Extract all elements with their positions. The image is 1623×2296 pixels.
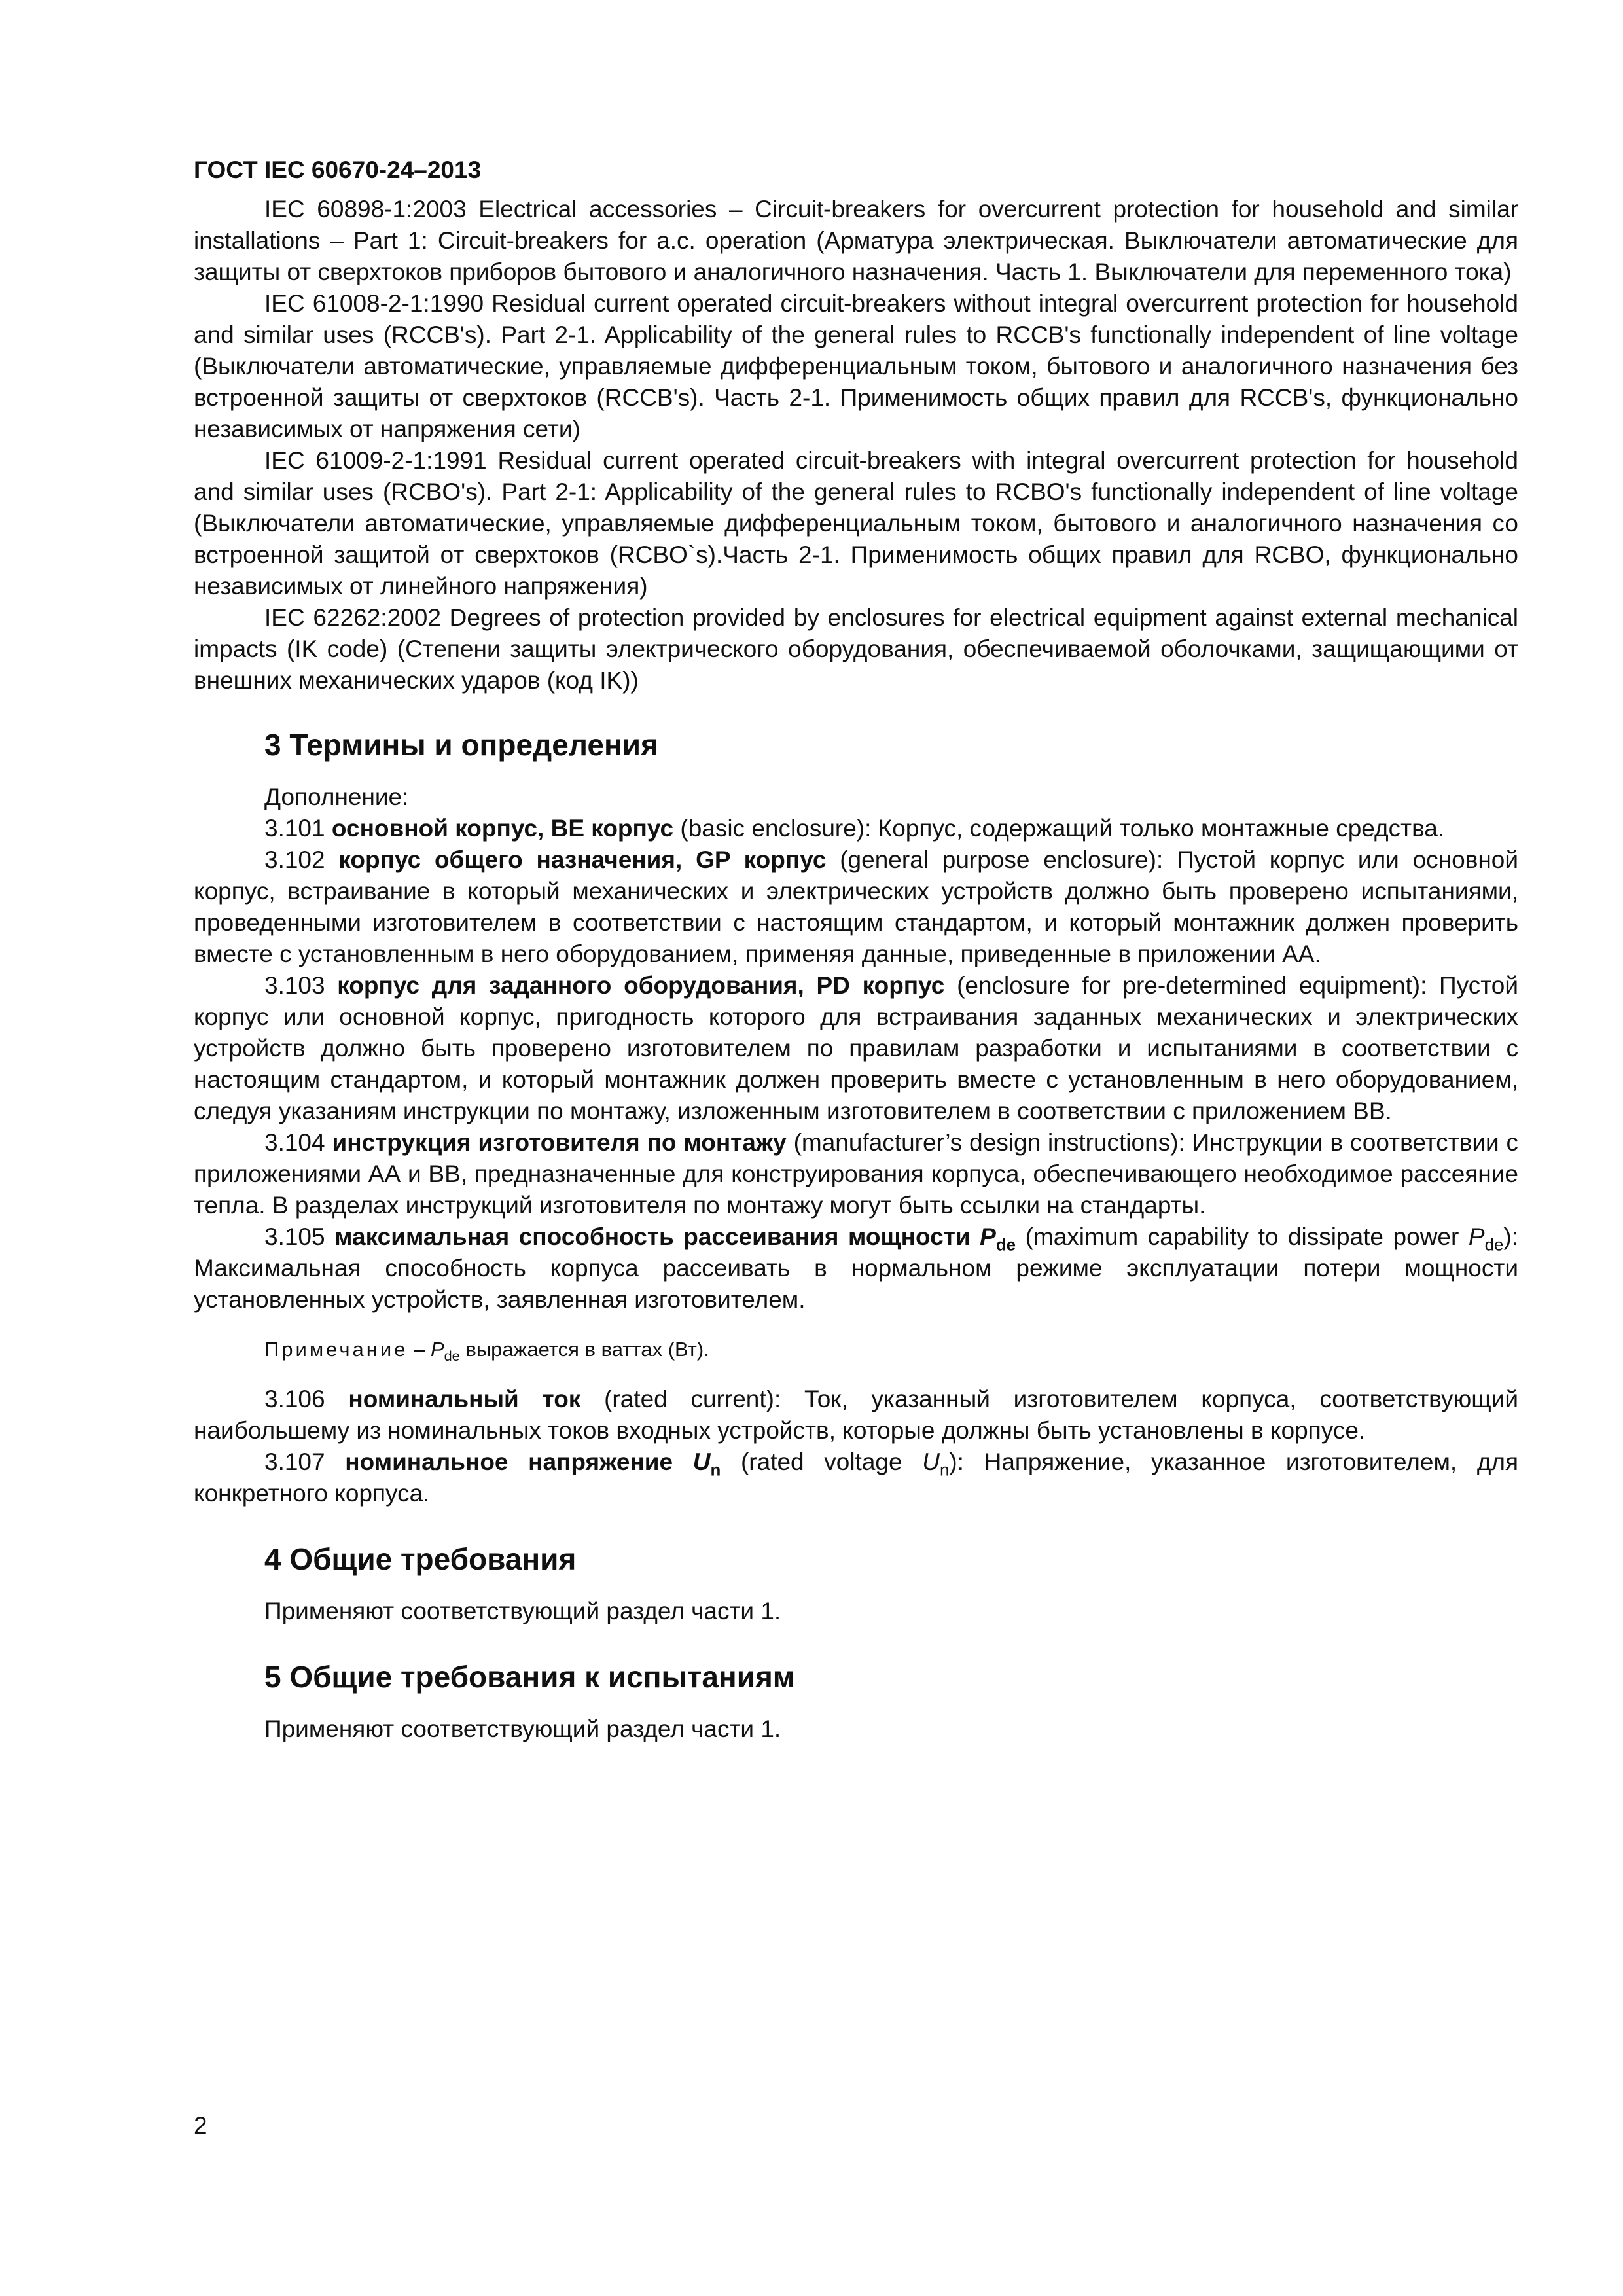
term-number: 3.106 — [264, 1386, 325, 1412]
section-5-title: 5 Общие требования к испытаниям — [264, 1660, 795, 1694]
term-symbol: $U_n$ — [692, 1448, 721, 1480]
term-definition: (manufacturer’s design instructions): Инструкции в соответствии с приложениями АА и ВВ, предназначенные для конструирования корпуса, обеспечивающего необходимое рассеяние тепла. В разделах инструкций изготовителя по монтажу могут быть ссылки на стандарты. — [194, 1129, 1519, 1219]
document-page — [194, 154, 1518, 1745]
reference-iec-60898: IEC 60898-1:2003 Electrical accessories – Circuit-breakers for overcurrent protection for household and similar installations – Part 1: Circuit-breakers for a.c. operation (Арматура электрическая. Выключатели автоматические для защиты от сверхтоков приборов бытового и аналогичного назначения. Часть 1. Выключатели для переменного тока) — [194, 196, 1518, 285]
term-number: 3.103 — [264, 972, 325, 999]
normative-references-list — [194, 194, 1518, 696]
term-3-107 — [194, 1446, 1518, 1509]
page-number: 2 — [194, 2112, 207, 2139]
section-4-title: 4 Общие требования — [264, 1542, 577, 1576]
reference-iec-61008: IEC 61008-2-1:1990 Residual current operated circuit-breakers without integral overcurrent protection for household and similar uses (RCCB's). Part 2-1. Applicability of the general rules to RCCB's functionally independent of line voltage (Выключатели автоматические, управляемые дифференциальным током, бытового и аналогичного назначения без встроенной защиты от сверхтоков (RCCB's). Часть 2-1. Применимость общих правил для RCCB's, функционально независимых от напряжения сети) — [194, 290, 1518, 442]
reference-iec-61009: IEC 61009-2-1:1991 Residual current operated circuit-breakers with integral overcurrent protection for household and similar uses (RCBO's). Part 2-1: Applicability of the general rules to RCBO's functionally independent of line voltage (Выключатели автоматические, управляемые дифференциальным током, бытового и аналогичного назначения со встроенной защитой от сверхтоков (RCBO`s).Часть 2-1. Применимость общих правил для RCBO, функционально независимых от линейного напряжения) — [194, 447, 1518, 600]
term-name: корпус общего назначения, GP корпус — [338, 846, 827, 873]
term-definition: (rated current): Ток, указанный изготовителем корпуса, соответствующий наибольшему из номинальных токов входных устройств, которые должны быть установлены в корпусе. — [194, 1386, 1519, 1444]
reference-iec-62262: IEC 62262:2002 Degrees of protection provided by enclosures for electrical equipment against external mechanical impacts (IK code) (Степени защиты электрического оборудования, обеспечиваемой оболочками, защищающими от внешних механических ударов (код IK)) — [194, 604, 1518, 694]
term-name: основной корпус, BE корпус — [331, 815, 674, 842]
term-name: максимальная способность рассеивания мощности — [334, 1223, 971, 1250]
term-symbol-inline: $P_{de}$ — [1468, 1223, 1504, 1255]
term-name: корпус для заданного оборудования, PD корпус — [337, 972, 945, 999]
section-5-text: Применяют соответствующий раздел части 1. — [264, 1715, 781, 1742]
term-definition: (enclosure for pre-determined equipment): Пустой корпус или основной корпус, пригодность которого для встраивания заданных механических и электрических устройств должно быть проверено изготовителем по правилам разработки и испытаниями в соответствии с настоящим стандартом, и который монтажник должен проверить вместе с установленным в него оборудованием, следуя указаниям инструкции по монтажу, изложенным изготовителем в соответствии с приложением ВВ. — [194, 972, 1518, 1124]
section-3-title: 3 Термины и определения — [264, 728, 658, 762]
section-4-text: Применяют соответствующий раздел части 1. — [264, 1598, 781, 1624]
term-symbol-inline: $U_n$ — [922, 1448, 950, 1480]
term-definition-start: (rated voltage — [740, 1448, 902, 1475]
term-3-105 — [194, 1221, 1518, 1316]
section-3-intro: Дополнение: — [264, 783, 409, 810]
term-number: 3.104 — [264, 1129, 325, 1156]
term-number: 3.105 — [264, 1223, 325, 1250]
term-number: 3.101 — [264, 815, 325, 842]
term-symbol: $P_{de}$ — [980, 1223, 1016, 1255]
note-dash: – — [414, 1338, 425, 1361]
note-label: Примечание — [264, 1338, 408, 1361]
term-name: номинальный ток — [348, 1386, 581, 1412]
term-3-103 — [194, 970, 1518, 1127]
term-definition: (general purpose enclosure): Пустой корпус или основной корпус, встраивание в который механических и электрических устройств должно быть проверено испытаниями, проведенными изготовителем в соответствии с настоящим стандартом, и который монтажник должен проверить вместе с установленным в него оборудованием, применяя данные, приведенные в приложении АА. — [194, 846, 1519, 967]
term-3-101 — [194, 813, 1518, 844]
document-code-header: ГОСТ IEC 60670-24–2013 — [194, 156, 482, 183]
term-number: 3.107 — [264, 1448, 325, 1475]
note-symbol: $P_{de}$ — [430, 1338, 460, 1365]
term-definition-end: ): Максимальная способность корпуса рассеивать в нормальном режиме эксплуатации потери мощности установленных устройств, заявленная изготовителем. — [194, 1223, 1518, 1313]
term-number: 3.102 — [264, 846, 325, 873]
note-text: выражается в ваттах (Вт). — [465, 1338, 709, 1361]
term-3-105-note — [194, 1335, 1518, 1364]
term-definition-end: ): Напряжение, указанное изготовителем, для конкретного корпуса. — [194, 1448, 1519, 1507]
term-name: номинальное напряжение — [345, 1448, 673, 1475]
term-name: инструкция изготовителя по монтажу — [332, 1129, 787, 1156]
term-definition-start: (maximum capability to dissipate power — [1025, 1223, 1459, 1250]
term-3-106 — [194, 1384, 1518, 1446]
term-3-102 — [194, 844, 1518, 970]
term-definition: (basic enclosure): Корпус, содержащий только монтажные средства. — [680, 815, 1445, 842]
term-3-104 — [194, 1127, 1518, 1221]
